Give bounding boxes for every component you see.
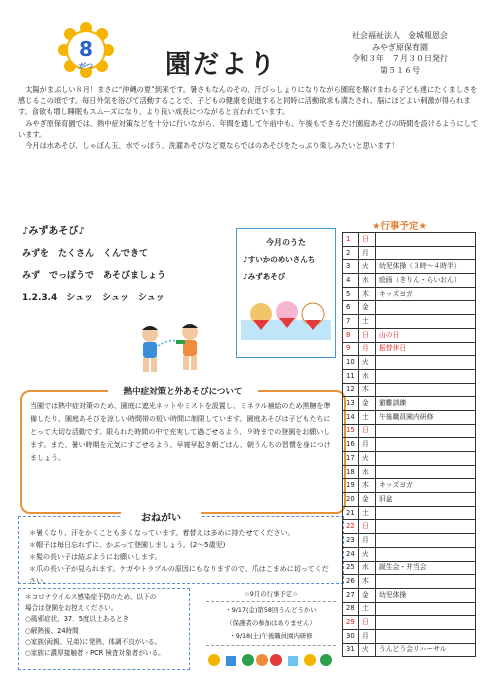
event-day: 21 <box>343 506 359 520</box>
sunflower-icon <box>58 22 114 78</box>
heatstroke-heading: 熱中症対策と外あそびについて <box>108 385 258 397</box>
event-weekday: 水 <box>359 369 376 383</box>
event-day: 22 <box>343 520 359 534</box>
event-day: 31 <box>343 643 359 657</box>
event-row <box>343 547 476 561</box>
event-name <box>376 452 476 466</box>
event-row <box>343 397 476 411</box>
event-name <box>376 465 476 479</box>
event-weekday: 日 <box>359 328 376 342</box>
event-row <box>343 452 476 466</box>
event-weekday: 土 <box>359 506 376 520</box>
event-day: 14 <box>343 410 359 424</box>
event-name <box>376 315 476 329</box>
event-day: 4 <box>343 274 359 288</box>
song-item: ♪すいかのめいさんち <box>243 255 316 264</box>
september-item: （保護者の参加はありません） <box>226 619 316 627</box>
kids-water-gun-illustration <box>132 320 212 378</box>
event-day: 7 <box>343 315 359 329</box>
intro-paragraph: 今月は水あそび、しゃぼん玉、水でっぽう、洗濯あそびなど夏ならではのあそびをたっぷり楽しみたいと思います！ <box>25 141 399 151</box>
event-row <box>343 493 476 507</box>
event-day: 25 <box>343 561 359 575</box>
event-weekday: 木 <box>359 287 376 301</box>
september-item: ・9/17(金)第58回うんどうかい <box>225 606 317 614</box>
event-row <box>343 287 476 301</box>
event-name: 幼児体操（３時～４時半） <box>376 260 476 274</box>
event-row <box>343 616 476 630</box>
event-day: 11 <box>343 369 359 383</box>
event-name <box>376 534 476 548</box>
org-name: 社会福祉法人 金城報恩会 <box>352 31 448 40</box>
event-row <box>343 424 476 438</box>
water-play-section <box>22 222 232 382</box>
request-item: ＊爪の長い子が見られます。ケガやトラブルの原因にもなりますので、爪はこまめに切ってください。 <box>29 565 329 585</box>
event-weekday: 日 <box>359 616 376 630</box>
event-day: 24 <box>343 547 359 561</box>
event-weekday: 日 <box>359 233 376 247</box>
event-weekday: 月 <box>359 438 376 452</box>
event-weekday: 金 <box>359 588 376 602</box>
event-name <box>376 438 476 452</box>
september-heading: ☆9月の行事予定☆ <box>244 590 298 598</box>
covid-line: ＊コロナウイルス感染症予防のため、以下の <box>25 593 157 601</box>
event-name: キッズヨガ <box>376 287 476 301</box>
event-row <box>343 465 476 479</box>
publisher-block <box>330 30 470 76</box>
september-schedule <box>206 588 336 646</box>
event-row <box>343 233 476 247</box>
covid-notice-box <box>18 588 190 670</box>
event-name <box>376 246 476 260</box>
event-weekday: 金 <box>359 397 376 411</box>
logo-unit: がつ <box>79 62 93 70</box>
event-name <box>376 547 476 561</box>
events-title: ★行事予定★ <box>372 221 428 232</box>
event-name: うんどう会リハーサル <box>376 643 476 657</box>
event-weekday: 火 <box>359 643 376 657</box>
event-day: 6 <box>343 301 359 315</box>
event-day: 17 <box>343 452 359 466</box>
event-weekday: 金 <box>359 301 376 315</box>
event-weekday: 木 <box>359 383 376 397</box>
event-name <box>376 356 476 370</box>
monthly-song-box <box>236 228 336 358</box>
event-day: 29 <box>343 616 359 630</box>
heatstroke-box <box>20 387 346 514</box>
event-weekday: 日 <box>359 424 376 438</box>
event-day: 2 <box>343 246 359 260</box>
event-weekday: 月 <box>359 534 376 548</box>
event-day: 26 <box>343 575 359 589</box>
event-weekday: 土 <box>359 410 376 424</box>
newsletter-title: 園だより <box>165 50 278 80</box>
event-weekday: 火 <box>359 452 376 466</box>
event-day: 23 <box>343 534 359 548</box>
event-day: 1 <box>343 233 359 247</box>
request-item: ＊暑くなり、汗をかくことも多くなっています。着替えは多めに持たせてください。 <box>29 529 295 537</box>
event-day: 18 <box>343 465 359 479</box>
event-weekday: 水 <box>359 465 376 479</box>
event-day: 16 <box>343 438 359 452</box>
covid-line: 場合は登園をお控えください。 <box>25 604 118 613</box>
event-weekday: 土 <box>359 602 376 616</box>
heatstroke-body: 当園では熱中症対策のため、園庭に遮光ネットやミストを設置し、ミネラル補給のため黒糖を準備したり、園庭あそびを涼しい時間帯の短い時間に制限しています。園庭あそびは子どもたちにとって大切な活動です。限られた時間の中で充実して過ごせるよう、９時までの登園をお願いします。また、暑い時期を元気にすごせるよう、早寝早起き朝ごはん、朝うんちの習慣を身につけましょう。 <box>30 402 331 462</box>
event-name <box>376 233 476 247</box>
event-row <box>343 588 476 602</box>
intro-paragraph: みやぎ原保育園では、熱中症対策などを十分に行いながら、年間を通して午前中も、午後もできるだけ園庭あそびの時間を設けるようにしています。 <box>18 118 479 139</box>
event-weekday: 木 <box>359 479 376 493</box>
event-row <box>343 643 476 657</box>
covid-line: ○解熱後、24時間 <box>25 626 79 635</box>
event-name: 絵画（きりん・らいおん） <box>376 274 476 288</box>
request-item: ＊帽子は毎日忘れずに、かぶって登園しましょう。(2～5歳児) <box>29 541 226 549</box>
event-day: 27 <box>343 588 359 602</box>
event-row <box>343 534 476 548</box>
event-weekday: 土 <box>359 315 376 329</box>
event-day: 20 <box>343 493 359 507</box>
event-row <box>343 410 476 424</box>
event-row <box>343 260 476 274</box>
event-row <box>343 342 476 356</box>
event-row <box>343 383 476 397</box>
requests-heading: おねがい <box>121 509 201 524</box>
school-name: みやぎ原保育園 <box>372 42 428 52</box>
event-day: 10 <box>343 356 359 370</box>
event-name <box>376 602 476 616</box>
event-name <box>376 520 476 534</box>
event-weekday: 火 <box>359 356 376 370</box>
event-day: 13 <box>343 397 359 411</box>
event-row <box>343 629 476 643</box>
event-name: 午後職員園内研修 <box>376 410 476 424</box>
water-play-line: 1.2.3.4 シュッ シュッ シュッ <box>22 293 165 303</box>
event-day: 12 <box>343 383 359 397</box>
water-play-line: みず でっぽうで あそびましょう <box>22 271 167 281</box>
animals-watermelon-illustration <box>241 290 331 340</box>
events-table <box>342 232 476 657</box>
event-row <box>343 315 476 329</box>
event-row <box>343 438 476 452</box>
covid-line: ○風邪症状、37．5度以上あるとき <box>25 615 130 624</box>
event-row <box>343 356 476 370</box>
event-name <box>376 506 476 520</box>
event-name: キッズヨガ <box>376 479 476 493</box>
event-day: 5 <box>343 287 359 301</box>
event-row <box>343 520 476 534</box>
event-row <box>343 301 476 315</box>
event-row <box>343 328 476 342</box>
event-name: 旧盆 <box>376 493 476 507</box>
event-row <box>343 246 476 260</box>
month-logo <box>58 22 114 78</box>
event-name: 誕生会・井当会 <box>376 561 476 575</box>
event-weekday: 月 <box>359 629 376 643</box>
event-weekday: 水 <box>359 561 376 575</box>
event-name <box>376 575 476 589</box>
event-weekday: 火 <box>359 260 376 274</box>
event-row <box>343 602 476 616</box>
event-name <box>376 301 476 315</box>
event-weekday: 日 <box>359 520 376 534</box>
event-weekday: 月 <box>359 342 376 356</box>
event-day: 19 <box>343 479 359 493</box>
event-name <box>376 369 476 383</box>
intro-paragraph: 太陽がまぶしい８月！まさに“沖縄の夏”到来です。暑さもなんのその、汗びっしょりになりながら園庭を駆けまわる子ども達にたくましさを感じるこの頃です。毎日外気を浴びて活動することで、子どもの健康を促進すると同時に活動欲求も満たされ、脳にほどよい刺激が得られます。食欲も増し睡眠もスムーズになり、より良い成長につながると言われています。 <box>18 85 478 117</box>
water-play-line: みずを たくさん くんできて <box>22 249 149 259</box>
event-day: 28 <box>343 602 359 616</box>
event-day: 3 <box>343 260 359 274</box>
event-row <box>343 506 476 520</box>
event-name: 幼児体操 <box>376 588 476 602</box>
covid-line: ○家族(両親、兄弟)に発熱、体調不良がいる。 <box>25 637 162 646</box>
event-row <box>343 274 476 288</box>
event-weekday: 木 <box>359 575 376 589</box>
covid-line: ○家族に濃厚接触者・PCR 検査対象者がいる。 <box>25 649 165 658</box>
event-row <box>343 369 476 383</box>
event-weekday: 火 <box>359 547 376 561</box>
event-row <box>343 575 476 589</box>
event-name <box>376 383 476 397</box>
event-row <box>343 561 476 575</box>
song-heading: 今月のうた <box>266 238 306 247</box>
september-item: ・9/18(土)午後職員園内研修 <box>229 632 313 640</box>
event-name: 避難訓練 <box>376 397 476 411</box>
request-item: ＊髪の長い子は結ぶようにお願いします。 <box>29 553 162 561</box>
intro-text <box>18 84 480 151</box>
event-name <box>376 629 476 643</box>
event-weekday: 月 <box>359 246 376 260</box>
water-play-heading: ♪みずあそび♪ <box>22 226 85 237</box>
event-day: 8 <box>343 328 359 342</box>
event-day: 15 <box>343 424 359 438</box>
summer-icons-decoration <box>206 651 336 669</box>
issue-number: 第５１６号 <box>380 65 420 75</box>
event-name: 振替休日 <box>376 342 476 356</box>
requests-box <box>18 513 344 585</box>
issue-date: 令和３年 ７月３０日発行 <box>352 54 448 63</box>
event-row <box>343 479 476 493</box>
logo-number: 8 <box>79 37 93 61</box>
event-weekday: 金 <box>359 493 376 507</box>
event-name <box>376 616 476 630</box>
song-item: ♪みずあそび <box>243 272 286 281</box>
event-name: 山の日 <box>376 328 476 342</box>
event-day: 30 <box>343 629 359 643</box>
event-day: 9 <box>343 342 359 356</box>
event-name <box>376 424 476 438</box>
event-weekday: 水 <box>359 274 376 288</box>
